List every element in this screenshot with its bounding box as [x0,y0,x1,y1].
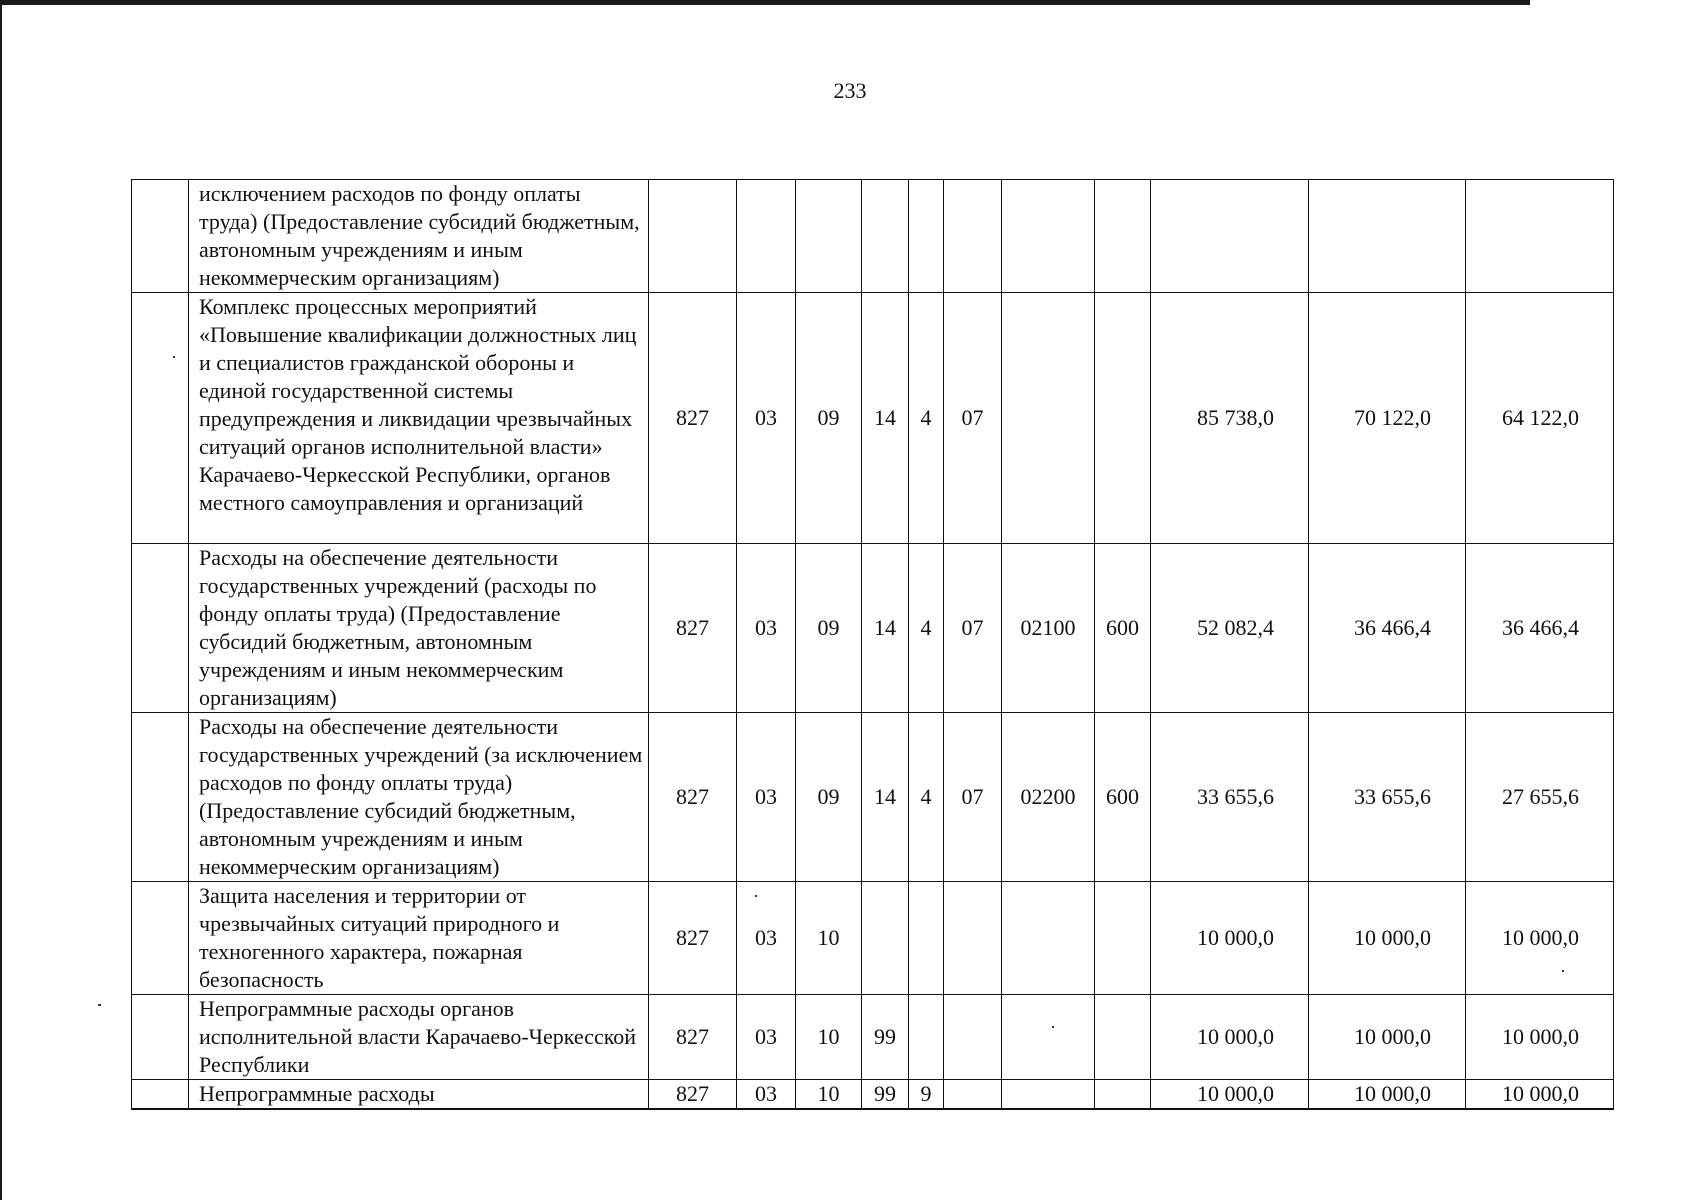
amount-3-cell: 10 000,0 [1466,995,1614,1080]
amount-1-cell: 10 000,0 [1151,995,1309,1080]
amount-3-cell [1466,180,1614,293]
scan-speck [1052,1026,1054,1028]
row-number-cell [132,882,189,995]
page-number: 233 [833,78,867,103]
amount-1-cell [1151,180,1309,293]
program-code-cell: 14 [862,293,909,544]
amount-3-cell: 64 122,0 [1466,293,1614,544]
row-number-cell [132,995,189,1080]
program-code-cell: 14 [862,544,909,713]
subsection-code-cell: 10 [796,995,862,1080]
program-code-cell [862,180,909,293]
scan-speck [98,1004,101,1006]
scan-speck [755,895,757,897]
description-cell: Расходы на обеспечение деятельности государственных учреждений (расходы по фонду оплаты труда) (Предоставление субсидий бюджетным, автономным учреждениям и иным некоммерческим организациям) [189,544,649,713]
program-code-cell: 14 [862,713,909,882]
expense-type-cell: 600 [1095,544,1151,713]
amount-3-cell: 27 655,6 [1466,713,1614,882]
amount-1-cell: 85 738,0 [1151,293,1309,544]
description-cell: Защита населения и территории от чрезвычайных ситуаций природного и техногенного характера, пожарная безопасность [189,882,649,995]
event-code-cell [944,180,1002,293]
direction-code-cell: 02200 [1002,713,1095,882]
event-code-cell: 07 [944,713,1002,882]
section-code-cell: 03 [737,544,796,713]
section-code-cell: 03 [737,1080,796,1110]
ministry-code-cell: 827 [649,882,737,995]
description-cell: Непрограммные расходы органов исполнительной власти Карачаево-Черкесской Республики [189,995,649,1080]
subsection-code-cell [796,180,862,293]
ministry-code-cell: 827 [649,544,737,713]
section-code-cell: 03 [737,713,796,882]
direction-code-cell [1002,1080,1095,1110]
scan-top-edge [0,0,1530,5]
amount-3-cell: 36 466,4 [1466,544,1614,713]
scan-left-edge [0,0,2,1200]
row-number-cell [132,293,189,544]
program-code-cell: 99 [862,995,909,1080]
direction-code-cell [1002,180,1095,293]
amount-1-cell: 10 000,0 [1151,882,1309,995]
expense-type-cell [1095,293,1151,544]
scan-speck [173,356,175,358]
subprogram-code-cell: 4 [909,544,944,713]
direction-code-cell: 02100 [1002,544,1095,713]
table-row [132,713,1614,882]
description-cell: Расходы на обеспечение деятельности государственных учреждений (за исключением расходов по фонду оплаты труда) (Предоставление субсидий бюджетным, автономным учреждениям и иным некоммерческим организациям) [189,713,649,882]
subsection-code-cell: 10 [796,882,862,995]
subprogram-code-cell [909,995,944,1080]
row-number-cell [132,544,189,713]
expense-type-cell [1095,1080,1151,1110]
row-number-cell [132,713,189,882]
subprogram-code-cell: 4 [909,293,944,544]
table-row [132,1080,1614,1110]
table-row [132,995,1614,1080]
amount-1-cell: 10 000,0 [1151,1080,1309,1110]
event-code-cell [944,995,1002,1080]
ministry-code-cell: 827 [649,995,737,1080]
table-row [132,882,1614,995]
row-number-cell [132,1080,189,1110]
amount-3-cell: 10 000,0 [1466,1080,1614,1110]
amount-2-cell: 10 000,0 [1309,1080,1466,1110]
expense-type-cell: 600 [1095,713,1151,882]
subsection-code-cell: 09 [796,293,862,544]
ministry-code-cell: 827 [649,713,737,882]
description-cell: исключением расходов по фонду оплаты труда) (Предоставление субсидий бюджетным, автономным учреждениям и иным некоммерческим организациям) [189,180,649,293]
expense-type-cell [1095,882,1151,995]
subprogram-code-cell: 4 [909,713,944,882]
subsection-code-cell: 09 [796,544,862,713]
expense-type-cell [1095,995,1151,1080]
program-code-cell: 99 [862,1080,909,1110]
direction-code-cell [1002,882,1095,995]
row-number-cell [132,180,189,293]
subprogram-code-cell [909,180,944,293]
budget-table-body [132,180,1614,1110]
ministry-code-cell: 827 [649,293,737,544]
amount-2-cell: 33 655,6 [1309,713,1466,882]
amount-3-cell: 10 000,0 [1466,882,1614,995]
amount-2-cell: 10 000,0 [1309,995,1466,1080]
description-cell: Комплекс процессных мероприятий «Повышение квалификации должностных лиц и специалистов гражданской обороны и единой государственной системы предупреждения и ликвидации чрезвычайных ситуаций органов исполнительной власти» Карачаево-Черкесской Республики, органов местного самоуправления и организаций [189,293,649,544]
amount-2-cell: 70 122,0 [1309,293,1466,544]
budget-table [131,179,1614,1110]
program-code-cell [862,882,909,995]
section-code-cell: 03 [737,882,796,995]
amount-1-cell: 33 655,6 [1151,713,1309,882]
event-code-cell: 07 [944,544,1002,713]
amount-2-cell: 36 466,4 [1309,544,1466,713]
scan-speck [1562,970,1564,972]
table-row [132,544,1614,713]
ministry-code-cell [649,180,737,293]
expense-type-cell [1095,180,1151,293]
subprogram-code-cell: 9 [909,1080,944,1110]
subsection-code-cell: 10 [796,1080,862,1110]
section-code-cell [737,180,796,293]
amount-2-cell [1309,180,1466,293]
event-code-cell: 07 [944,293,1002,544]
direction-code-cell [1002,293,1095,544]
table-row [132,293,1614,544]
description-cell: Непрограммные расходы [189,1080,649,1110]
direction-code-cell [1002,995,1095,1080]
section-code-cell: 03 [737,995,796,1080]
event-code-cell [944,1080,1002,1110]
table-row [132,180,1614,293]
amount-2-cell: 10 000,0 [1309,882,1466,995]
event-code-cell [944,882,1002,995]
ministry-code-cell: 827 [649,1080,737,1110]
section-code-cell: 03 [737,293,796,544]
amount-1-cell: 52 082,4 [1151,544,1309,713]
subprogram-code-cell [909,882,944,995]
subsection-code-cell: 09 [796,713,862,882]
